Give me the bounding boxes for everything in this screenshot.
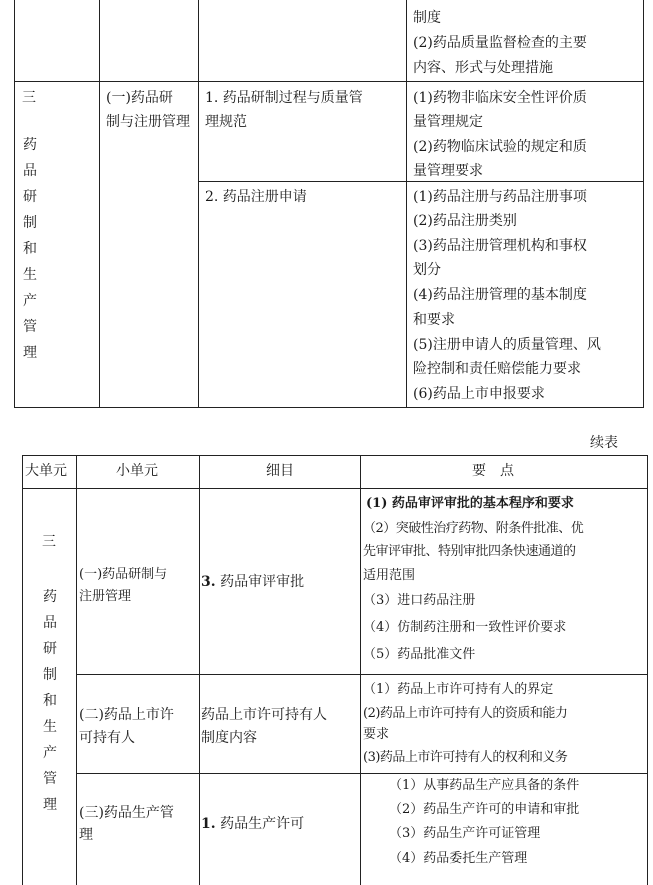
table-border xyxy=(22,488,648,489)
table-border xyxy=(14,0,15,408)
unit-title-char: 生 xyxy=(23,267,37,283)
point-line: 划分 xyxy=(413,262,441,278)
unit-title-char: 管 xyxy=(43,771,57,787)
point-line: （4）仿制药注册和一致性评价要求 xyxy=(363,620,567,635)
unit-title-char: 产 xyxy=(43,745,57,761)
sub-unit-label: (一)药品研 xyxy=(106,90,173,106)
column-header: 大单元 xyxy=(25,463,67,479)
point-line: (3)药品注册管理机构和事权 xyxy=(413,238,587,254)
table-border xyxy=(14,407,644,408)
unit-number: 三 xyxy=(42,534,56,550)
table-border xyxy=(406,0,407,408)
table-border xyxy=(99,0,100,408)
unit-title-char: 药 xyxy=(23,137,37,153)
point-line: (2)药品上市许可持有人的资质和能力 xyxy=(363,706,568,721)
unit-title xyxy=(40,584,60,818)
unit-title-char: 管 xyxy=(23,319,37,335)
table-border xyxy=(360,455,361,885)
point-line: (5)注册申请人的质量管理、风 xyxy=(413,337,601,353)
point-line: (2)药品注册类别 xyxy=(413,213,517,229)
point-line: （2）突破性治疗药物、附条件批准、优 xyxy=(363,521,584,536)
point-line: 适用范围 xyxy=(363,568,416,583)
point-line: 内容、形式与处理措施 xyxy=(413,60,553,76)
column-header: 细目 xyxy=(266,463,294,479)
table-border xyxy=(76,674,648,675)
item-number: 1. xyxy=(201,816,216,832)
item-label: 1. 药品研制过程与质量管 xyxy=(205,90,363,106)
item-label: 理规范 xyxy=(205,114,247,130)
unit-title-char: 研 xyxy=(23,189,37,205)
point-line: (3)药品上市许可持有人的权利和义务 xyxy=(363,750,568,765)
point-line: 险控制和责任赔偿能力要求 xyxy=(413,361,581,377)
sub-unit-label: (三)药品生产管 xyxy=(79,805,174,821)
table-border xyxy=(198,0,199,408)
table-border xyxy=(22,455,648,456)
unit-title xyxy=(20,132,40,366)
point-line: 制度 xyxy=(413,10,441,26)
unit-title-char: 和 xyxy=(43,693,57,709)
sub-unit-label: (二)药品上市许 xyxy=(79,707,174,723)
column-header: 要 点 xyxy=(472,463,514,479)
item-label: 制度内容 xyxy=(201,730,257,746)
point-line: (2)药物临床试验的规定和质 xyxy=(413,139,587,155)
sub-unit-label: 理 xyxy=(79,827,93,843)
point-line: 量管理规定 xyxy=(413,114,483,130)
unit-title-char: 理 xyxy=(43,797,57,813)
unit-title-char: 和 xyxy=(23,241,37,257)
column-header: 小单元 xyxy=(116,463,158,479)
continuation-label: 续表 xyxy=(590,435,618,451)
table-border xyxy=(643,0,644,408)
point-line: (1)药品注册与药品注册事项 xyxy=(413,189,587,205)
table-border xyxy=(14,81,644,82)
item-text: 药品生产许可 xyxy=(215,816,305,832)
point-line: (1) 药品审评审批的基本程序和要求 xyxy=(366,496,574,511)
point-line: （1）药品上市许可持有人的界定 xyxy=(363,682,554,697)
point-line: （1）从事药品生产应具备的条件 xyxy=(389,778,580,793)
point-line: （3）药品生产许可证管理 xyxy=(389,826,541,841)
unit-title-char: 理 xyxy=(23,345,37,361)
unit-title-char: 产 xyxy=(23,293,37,309)
sub-unit-label: 制与注册管理 xyxy=(106,114,190,130)
point-line: (1)药物非临床安全性评价质 xyxy=(413,90,587,106)
point-line: 要求 xyxy=(363,727,390,742)
item-label: 药品上市许可持有人 xyxy=(201,707,327,723)
item-label xyxy=(201,812,304,837)
table-border xyxy=(647,455,648,885)
item-text: 药品审评审批 xyxy=(215,574,305,590)
item-number: 3. xyxy=(201,574,216,590)
point-line: （4）药品委托生产管理 xyxy=(389,851,528,866)
unit-title-char: 生 xyxy=(43,719,57,735)
sub-unit-label: 可持有人 xyxy=(79,730,135,746)
point-line: （2）药品生产许可的申请和审批 xyxy=(389,802,580,817)
unit-title-char: 品 xyxy=(43,615,57,631)
table-border xyxy=(199,455,200,885)
unit-title-char: 药 xyxy=(43,589,57,605)
item-label xyxy=(201,570,304,595)
unit-title-char: 研 xyxy=(43,641,57,657)
unit-number: 三 xyxy=(22,90,36,106)
point-line: (4)药品注册管理的基本制度 xyxy=(413,287,587,303)
point-line: 和要求 xyxy=(413,312,455,328)
unit-title-char: 制 xyxy=(23,215,37,231)
table-border xyxy=(76,455,77,885)
point-line: 量管理要求 xyxy=(413,163,483,179)
unit-title-char: 品 xyxy=(23,163,37,179)
unit-title-char: 制 xyxy=(43,667,57,683)
item-label: 2. 药品注册申请 xyxy=(205,189,307,205)
sub-unit-label: (一)药品研制与 xyxy=(79,567,168,582)
sub-unit-label: 注册管理 xyxy=(79,589,132,604)
point-line: 先审评审批、特别审批四条快速通道的 xyxy=(363,544,576,559)
point-line: （5）药品批准文件 xyxy=(363,647,476,662)
point-line: (6)药品上市申报要求 xyxy=(413,386,545,402)
point-line: (2)药品质量监督检查的主要 xyxy=(413,35,587,51)
table-border xyxy=(22,455,23,885)
point-line: （3）进口药品注册 xyxy=(363,593,476,608)
